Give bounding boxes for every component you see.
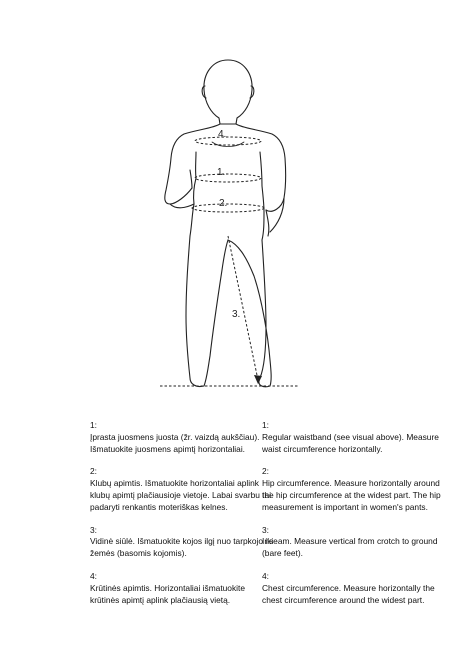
lt-item-text: Įprasta juosmens juosta (žr. vaizdą aukščiau). Išmatuokite juosmens apimtį horizontaliai. — [90, 431, 260, 454]
en-item-text: Chest circumference. Measure horizontally the chest circumference around the widest part. — [262, 582, 435, 605]
en-item-1 — [262, 420, 447, 455]
lt-item-text: Vidinė siūlė. Išmatuokite kojos ilgį nuo tarpkojo iki žemės (basomis kojomis). — [90, 536, 274, 559]
inseam-arrow-head — [254, 375, 262, 384]
figure-torso-left — [165, 124, 220, 204]
hip-measure-line — [192, 204, 264, 212]
marker-4: 4. — [218, 129, 227, 140]
en-item-2 — [262, 466, 447, 513]
marker-1: 1. — [217, 167, 226, 178]
en-item-text: Inseam. Measure vertical from crotch to ground (bare feet). — [262, 536, 438, 559]
marker-2: 2. — [219, 198, 228, 209]
en-item-number: 1: — [262, 420, 269, 430]
lt-item-number: 4: — [90, 570, 97, 581]
english-instructions — [262, 420, 447, 617]
lt-item-number: 2: — [90, 466, 97, 477]
en-item-3 — [262, 525, 447, 560]
waist-measure-line — [195, 174, 261, 182]
lt-item-text: Krūtinės apimtis. Horizontaliai išmatuokite krūtinės apimtį aplink plačiausią vietą. — [90, 582, 245, 605]
lt-item-number: 1: — [90, 420, 97, 430]
lt-item-number: 3: — [90, 524, 97, 535]
en-item-number: 3: — [262, 524, 269, 535]
chest-measure-line — [195, 137, 261, 145]
inseam-measure-line — [228, 236, 258, 380]
en-item-text: Hip circumference. Measure horizontally around the hip circumference at the widest part. The hip measurement is important in women's pants. — [262, 478, 441, 512]
figure-head — [204, 60, 252, 124]
marker-3: 3. — [232, 309, 241, 320]
figure-leg-left — [186, 236, 228, 387]
lt-item-2 — [90, 466, 275, 513]
lithuanian-instructions — [90, 420, 275, 617]
en-item-text: Regular waistband (see visual above). Measure waist circumference horizontally. — [262, 431, 439, 454]
lt-item-4 — [90, 571, 275, 606]
lt-item-3 — [90, 525, 275, 560]
lt-item-text: Klubų apimtis. Išmatuokite horizontaliai aplink klubų apimtį plačiausioje vietoje. Labai svarbu tai padaryti renkantis moteriškas kelnes. — [90, 478, 272, 512]
en-item-4 — [262, 571, 447, 606]
lt-item-1 — [90, 420, 275, 455]
en-item-number: 2: — [262, 466, 269, 477]
en-item-number: 4: — [262, 570, 269, 581]
